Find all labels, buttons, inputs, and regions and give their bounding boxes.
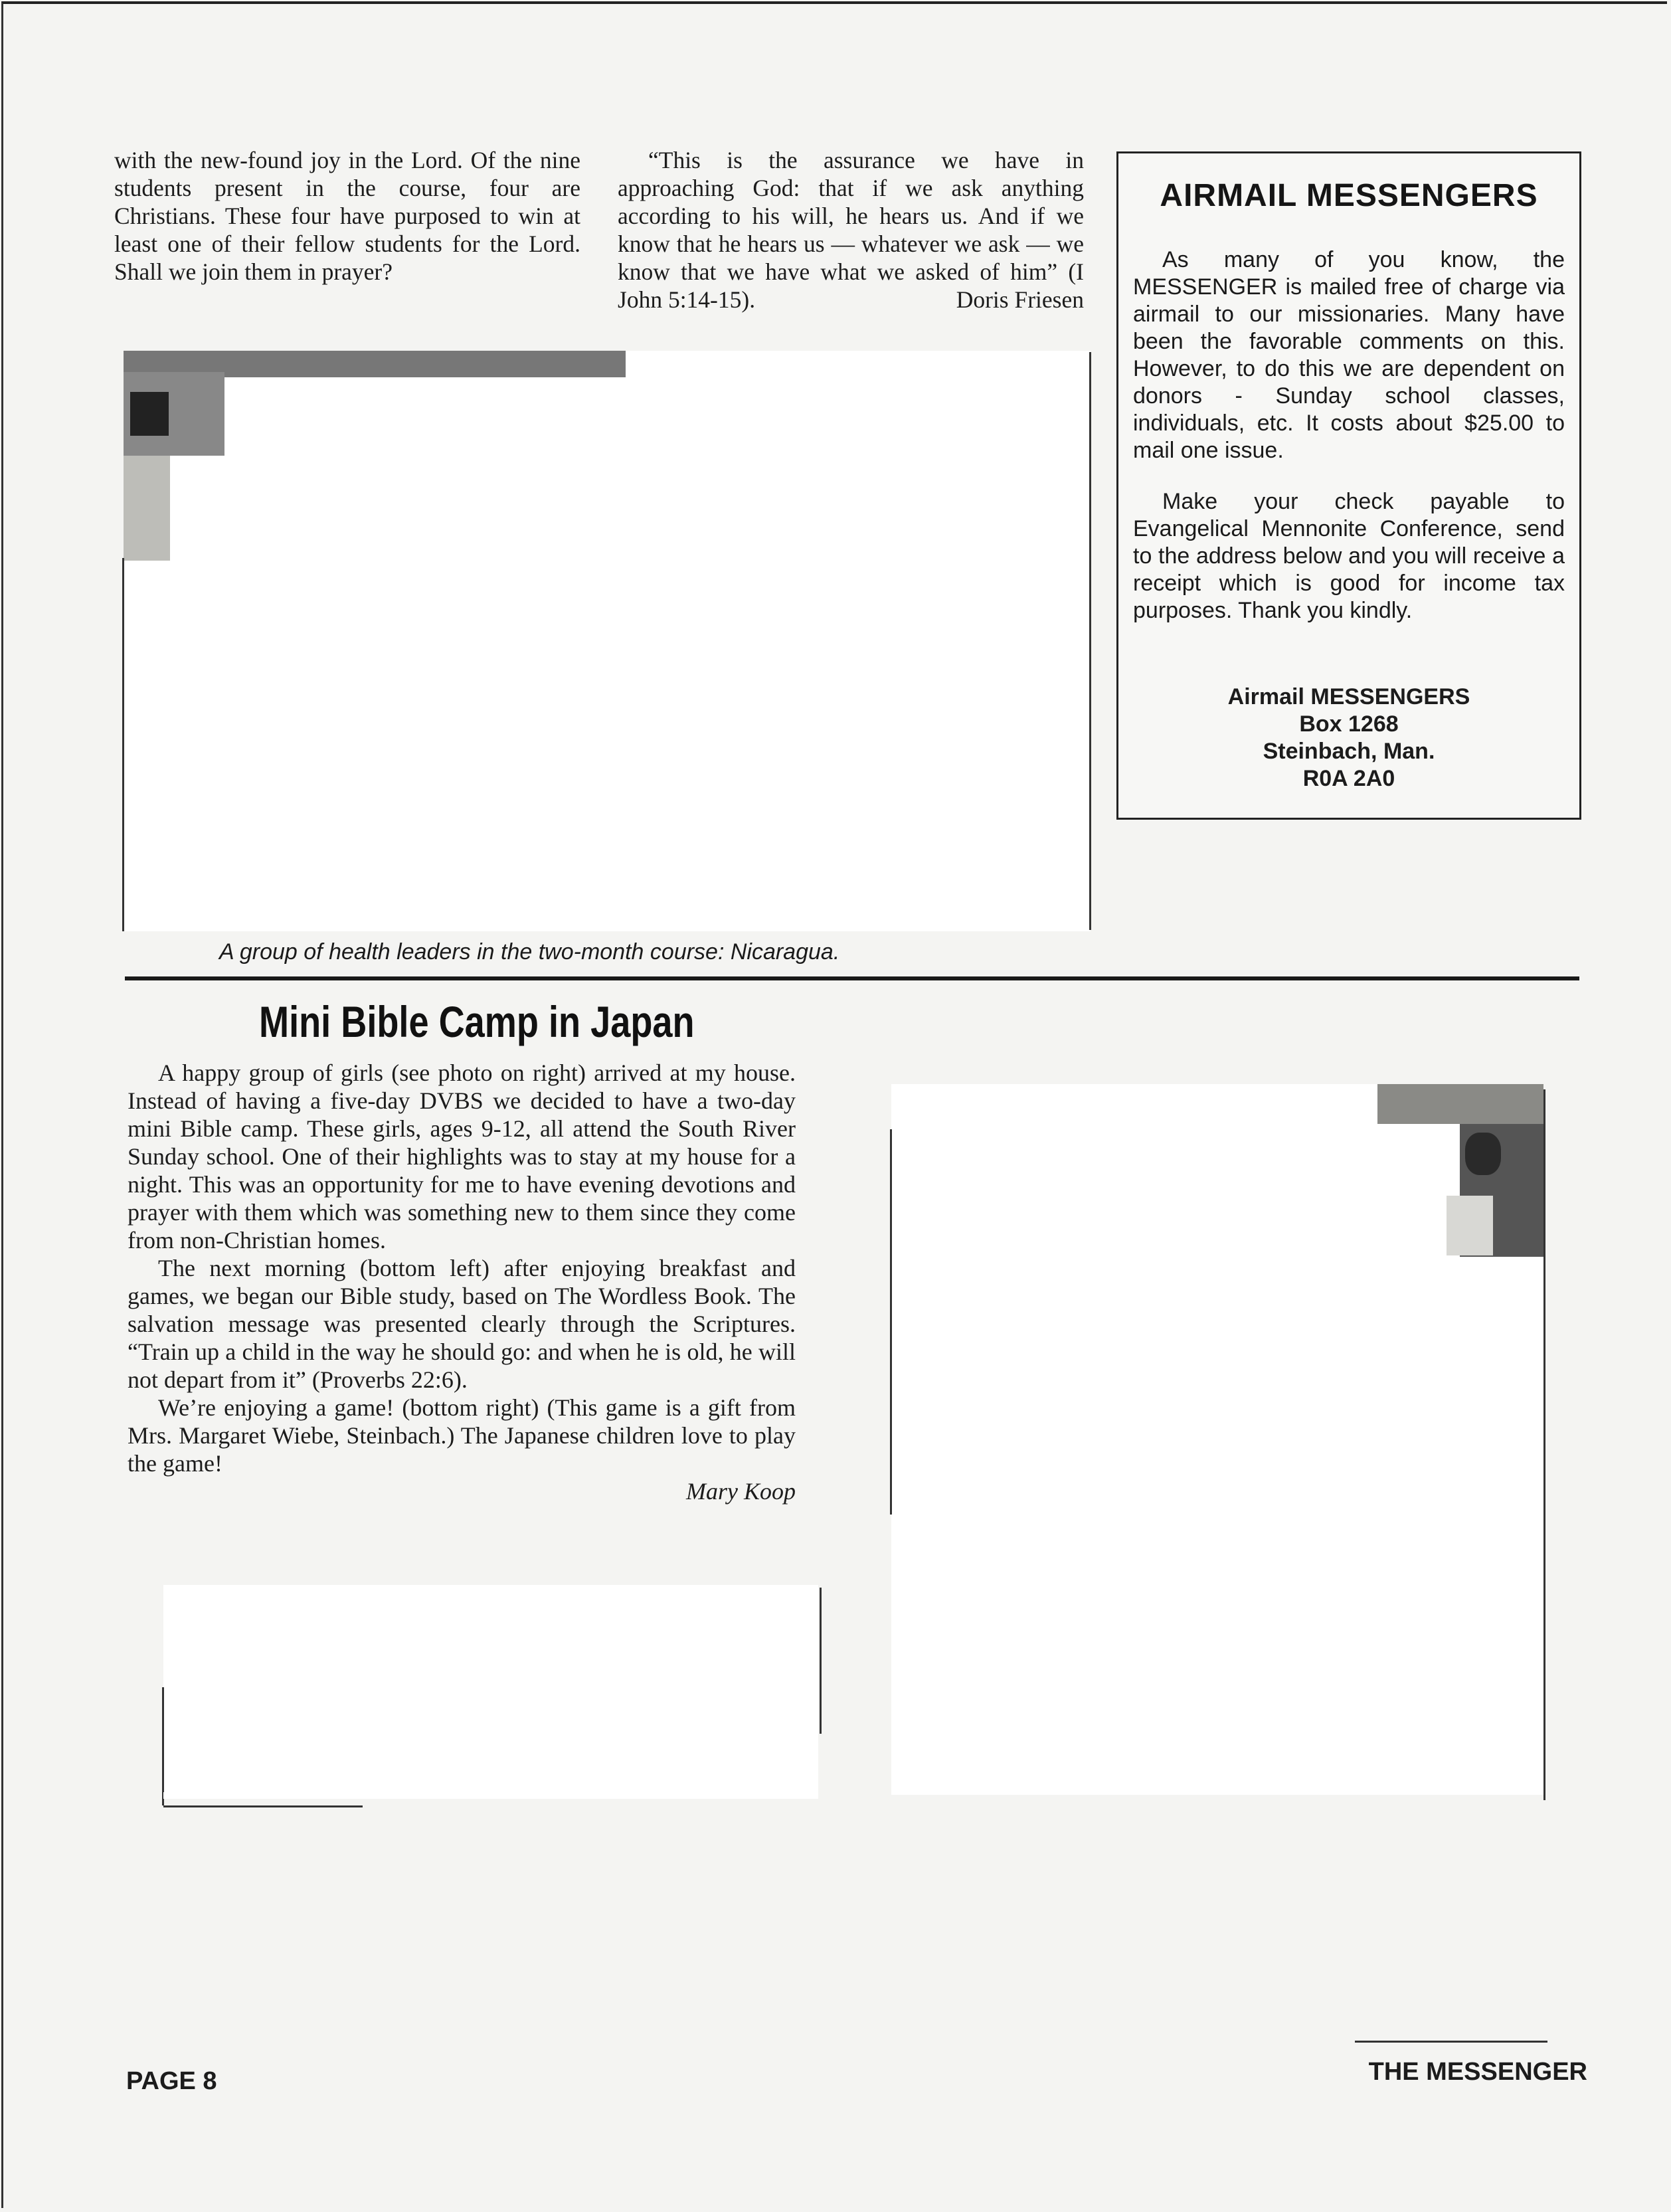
airmail-title: AIRMAIL MESSENGERS [1160,178,1538,213]
photo-fragment [1465,1133,1501,1175]
photo-edge [162,1687,164,1805]
article-headline: Mini Bible Camp in Japan [259,997,695,1046]
airmail-paragraph-1: As many of you know, the MESSENGER is mailed free of charge via airmail to our missionaries. Many have been the favorable comments on this. However, to do this we are dependent on donors - Sunday school classes, individuals, etc. It costs about $25.00 to mail one issue. [1133,247,1565,463]
page-number: PAGE 8 [126,2067,217,2095]
bottom-right-photo [891,1084,1543,1795]
airmail-box [1116,151,1581,820]
airmail-body [1133,246,1565,648]
photo-edge [1355,2041,1547,2043]
photo-edge [1543,1089,1545,1800]
bottom-left-photo [163,1585,818,1792]
photo-fragment [1377,1084,1543,1124]
address-line-1: Airmail MESSENGERS [1227,684,1470,709]
photo-edge [163,1805,363,1807]
article-paragraph-2: The next morning (bottom left) after enjoying breakfast and games, we began our Bible study, based on The Wordless Book. The salvation message was presented clearly through the Scriptures. “Train up a child in the way he should go: and when he is old, he will not depart from it” (Proverbs 22:6). [128,1255,796,1393]
photo-mask [224,377,1091,931]
section-rule [125,976,1579,980]
photo-fragment [130,392,169,436]
airmail-address [1118,684,1579,792]
photo-edge [122,558,124,931]
article-body [128,1059,796,1505]
publication-name: THE MESSENGER [1368,2058,1587,2086]
photo-fragment [124,456,170,561]
top-column-1 [114,146,580,286]
article-paragraph-3: We’re enjoying a game! (bottom right) (This game is a gift from Mrs. Margaret Wiebe, Steinbach.) The Japanese children love to play the game! [128,1394,796,1477]
photo-edge [890,1129,892,1515]
col2-author: Doris Friesen [956,286,1084,313]
top-column-2 [618,146,1084,314]
bottom-left-photo-lower [163,1792,818,1799]
photo-caption: A group of health leaders in the two-month course: Nicaragua. [219,939,840,965]
address-line-3: Steinbach, Man. [1263,739,1435,764]
article-paragraph-1: A happy group of girls (see photo on right) arrived at my house. Instead of having a five-day DVBS we decided to have a two-day mini Bible camp. These girls, ages 9-12, all attend the South River Sunday school. One of their highlights was to stay at my house for a night. This was an opportunity for me to have evening devotions and prayer with them which was something new to them since they come from non-Christian homes. [128,1060,796,1253]
address-line-4: R0A 2A0 [1302,766,1395,791]
photo-edge [820,1588,822,1734]
photo-fragment [1447,1196,1493,1255]
col1-text: with the new-found joy in the Lord. Of the nine students present in the course, four are Christians. These four have purposed to win at least one of their fellow students for the Lord. Shall we join them in prayer? [114,147,580,285]
address-line-2: Box 1268 [1299,711,1399,737]
col2-text: “This is the assurance we have in approaching God: that if we ask anything according to his will, he hears us. And if we know that he hears us — whatever we ask — we know that we have what we asked of him” (I John 5:14-15). [618,147,1084,313]
airmail-paragraph-2: Make your check payable to Evangelical Mennonite Conference, send to the address below and you will receive a receipt which is good for income tax purposes. Thank you kindly. [1133,489,1565,623]
photo-edge [1089,352,1091,930]
article-author: Mary Koop [686,1478,796,1505]
